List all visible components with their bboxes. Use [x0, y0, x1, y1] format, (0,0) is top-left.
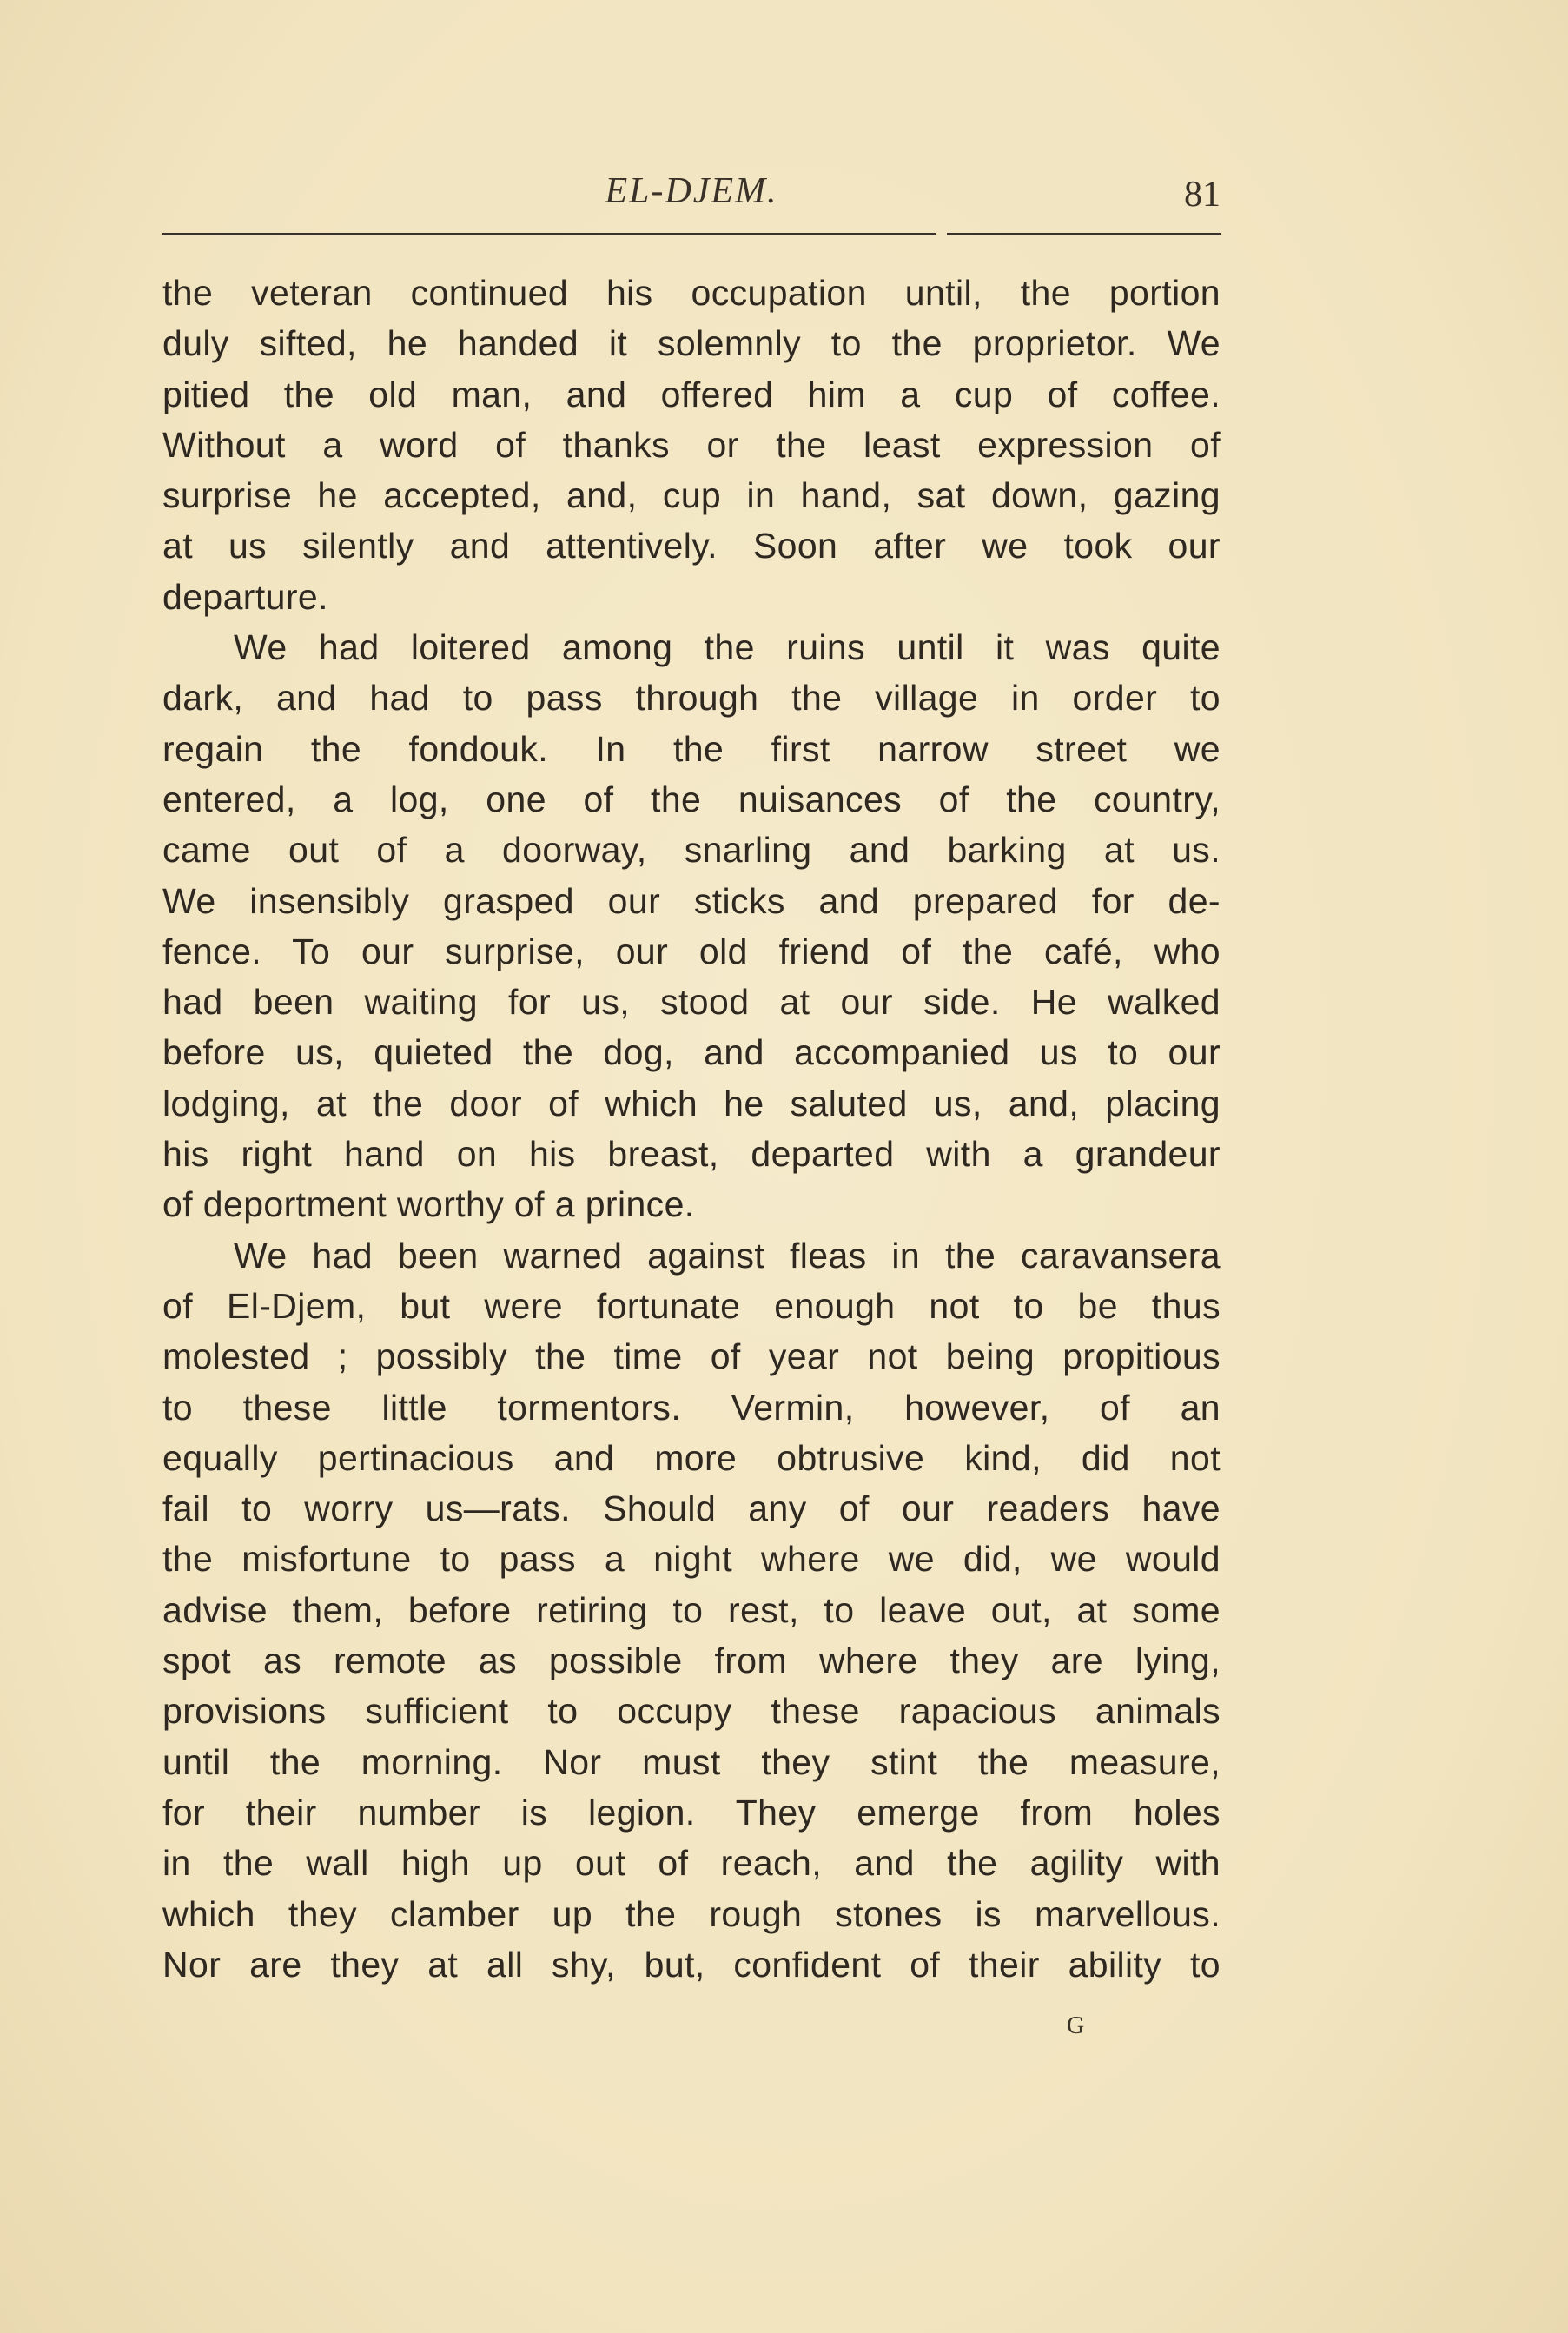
text-line: molested ; possibly the time of year not being propitious — [162, 1336, 1221, 1377]
text-line: dark, and had to pass through the village in order to — [162, 678, 1221, 719]
text-line: advise them, before retiring to rest, to leave out, at some — [162, 1589, 1221, 1630]
text-line: the misfortune to pass a night where we did, we would — [162, 1539, 1221, 1580]
header-rule-right — [947, 233, 1221, 235]
text-line: which they clamber up the rough stones is marvellous. — [162, 1893, 1221, 1934]
text-line: his right hand on his breast, departed with a grandeur — [162, 1134, 1221, 1175]
text-line: pitied the old man, and offered him a cup of coffee. — [162, 374, 1221, 414]
text-line: regain the fondouk. In the first narrow street we — [162, 728, 1221, 769]
text-line: entered, a log, one of the nuisances of the country, — [162, 779, 1221, 819]
paragraph-first-line: We had been warned against fleas in the caravansera — [234, 1235, 1221, 1276]
text-line: Without a word of thanks or the least expression of — [162, 424, 1221, 465]
text-line: surprise he accepted, and, cup in hand, sat down, gazing — [162, 475, 1221, 516]
signature-mark: G — [1067, 2012, 1086, 2039]
page-header — [162, 170, 1221, 222]
text-line: of El-Djem, but were fortunate enough not to be thus — [162, 1285, 1221, 1326]
text-line: We insensibly grasped our sticks and prepared for de- — [162, 880, 1221, 921]
text-line: at us silently and attentively. Soon after we took our — [162, 526, 1221, 567]
text-line: fence. To our surprise, our old friend of the café, who — [162, 931, 1221, 971]
page-number: 81 — [1184, 175, 1221, 215]
text-line: provisions sufficient to occupy these rapacious animals — [162, 1691, 1221, 1732]
text-line: lodging, at the door of which he saluted us, and, placing — [162, 1083, 1221, 1123]
text-line: for their number is legion. They emerge from holes — [162, 1792, 1221, 1833]
header-rule-left — [162, 233, 936, 235]
paragraph-first-line: We had loitered among the ruins until it was quite — [234, 627, 1221, 668]
text-line: came out of a doorway, snarling and barking at us. — [162, 830, 1221, 871]
text-line: duly sifted, he handed it solemnly to the proprietor. We — [162, 323, 1221, 364]
text-line: the veteran continued his occupation until, the portion — [162, 273, 1221, 313]
text-line: before us, quieted the dog, and accompanied us to our — [162, 1032, 1221, 1073]
text-line: equally pertinacious and more obtrusive kind, did not — [162, 1437, 1221, 1478]
text-line: in the wall high up out of reach, and the agility with — [162, 1843, 1221, 1884]
text-line: to these little tormentors. Vermin, however, of an — [162, 1387, 1221, 1428]
body-text — [162, 268, 1221, 1990]
text-line: Nor are they at all shy, but, confident of their ability to — [162, 1944, 1221, 1985]
text-line: spot as remote as possible from where they are lying, — [162, 1640, 1221, 1681]
text-line: departure. — [162, 576, 328, 617]
text-line: fail to worry us—rats. Should any of our readers have — [162, 1488, 1221, 1529]
text-line: until the morning. Nor must they stint the measure, — [162, 1741, 1221, 1782]
text-line: had been waiting for us, stood at our side. He walked — [162, 982, 1221, 1023]
running-head: EL-DJEM. — [605, 171, 778, 211]
text-line: of deportment worthy of a prince. — [162, 1184, 695, 1225]
